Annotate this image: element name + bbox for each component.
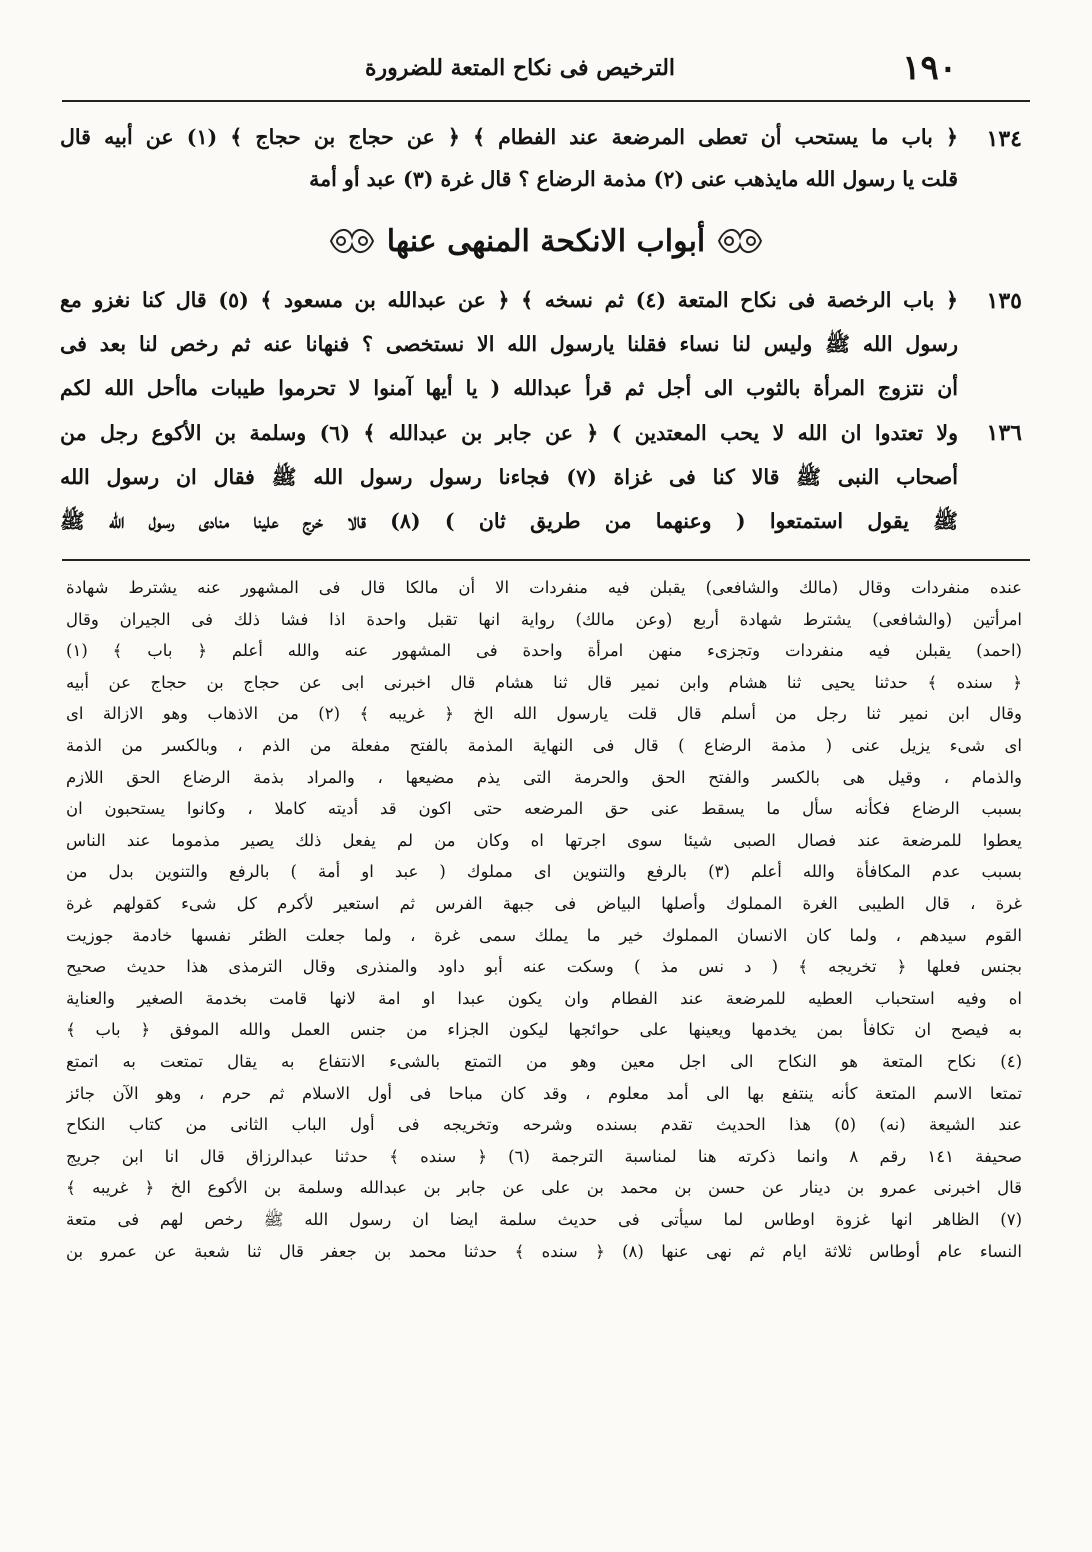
hadith-number: ١٣٦ xyxy=(986,420,1022,446)
section-rule xyxy=(62,559,1030,561)
hadith-line: ﴿ باب الرخصة فى نكاح المتعة (٤) ثم نسخه ﴾ ﴿ عن عبدالله بن مسعود ﴾ (٥) قال كنا نغزو مع xyxy=(60,288,958,312)
commentary-line: غرة ، قال الطيبى الغرة المملوك وأصلها البياض فى جبهة الفرس ثم استعير لأكرم كل شىء كقولهم غرة xyxy=(66,894,1022,913)
commentary-line: والذمام ، وقيل هى بالكسر والفتح الحق والحرمة التى يذم مضيعها ، والمراد بذمة الرضاع الحق اللازم xyxy=(66,767,1022,787)
commentary-line: النساء عام أوطاس ثلاثة ايام ثم نهى عنها (٨) ﴿ سنده ﴾ حدثنا محمد بن جعفر قال ثنا شعبة عن عمرو بن xyxy=(66,1241,1022,1261)
commentary-line: امرأتين (والشافعى) يشترط شهادة أربع (وعن مالك) رواية انها تقبل واحدة اذا فشا ذلك فى الجيران وقال xyxy=(66,609,1022,629)
hadith-line: رسول الله ﷺ وليس لنا نساء فقلنا يارسول الله الا نستخصى ؟ فنهانا عنه ثم رخص لنا بعد فى xyxy=(60,332,958,356)
hadith-number: ١٣٤ xyxy=(986,126,1022,152)
commentary-line: (٤) نكاح المتعة هو النكاح الى اجل معين وهو من التمتع بالشىء الانتفاع به يقال تمتعت به اتمتع xyxy=(66,1052,1022,1071)
hadith-line: ولا تعتدوا ان الله لا يحب المعتدين ) ﴿ عن جابر بن عبدالله ﴾ (٦) وسلمة بن الأكوع رجل من xyxy=(60,421,958,445)
page-number: ١٩٠ xyxy=(902,48,957,88)
commentary-line: قال اخبرنى عمرو بن دينار عن حسن بن محمد بن على عن جابر بن عبدالله وسلمة بن الأكوع الخ ﴿ غريبه ﴾ xyxy=(66,1178,1022,1198)
commentary-line: (احمد) يقبلن فيه منفردات وتجزىء منهن امرأة واحدة فى المشهور عنه والله أعلم ﴿ باب ﴾ (١) xyxy=(66,641,1022,661)
commentary-line: وقال ابن نمير ثنا رجل من أسلم قال قلت يارسول الله الخ ﴿ غريبه ﴾ (٢) من الاذهاب وهو الازالة اى xyxy=(66,704,1022,724)
ornament-icon xyxy=(327,223,377,259)
commentary-line: به فيصح ان تكافأ بمن يخدمها ويعينها على حوائجها ليكون الجزاء من جنس العمل والله الموفق ﴿ باب ﴾ xyxy=(66,1020,1022,1040)
header-rule xyxy=(62,100,1030,102)
hadith-line: ﴿ باب ما يستحب أن تعطى المرضعة عند الفطام ﴾ ﴿ عن حجاج بن حجاج ﴾ (١) عن أبيه قال xyxy=(60,125,958,149)
hadith-line: ﷺ يقول استمتعوا ( وعنهما من طريق ثان ) (٨) قالا خرج علينا منادى رسول الله ﷺ xyxy=(60,509,958,533)
commentary-line: صحيفة ١٤١ رقم ٨ وانما ذكرته هنا لمناسبة الترجمة (٦) ﴿ سنده ﴾ حدثنا عبدالرزاق قال انا ابن جريج xyxy=(66,1146,1022,1166)
hadith-line: أن نتزوج المرأة بالثوب الى أجل ثم قرأ عبدالله ( يا أيها آمنوا لا تحرموا طيبات ماأحل الله لكم xyxy=(60,376,958,400)
commentary-line: يعطوا للمرضعة عند فصال الصبى شيئا سوى اجرتها اه وكان من لم يفعل ذلك يصير مذموما عند الناس xyxy=(66,830,1022,850)
chapter-title: أبواب الانكحة المنهى عنها xyxy=(386,223,706,259)
commentary-line: ﴿ سنده ﴾ حدثنا يحيى ثنا هشام وابن نمير قال ثنا هشام قال اخبرنى ابى عن حجاج بن حجاج عن أبيه xyxy=(66,672,1022,692)
chapter-heading xyxy=(0,215,1092,267)
hadith-number: ١٣٥ xyxy=(986,288,1022,314)
ornament-icon xyxy=(715,223,765,259)
commentary-line: اه وفيه استحباب العطيه للمرضعة عند الفطام وان يكون عبدا او امة لانها قامت بخدمة الصغير والعناية xyxy=(66,988,1022,1008)
commentary-line: (٧) الظاهر انها غزوة اوطاس لما سيأتى فى حديث سلمة ايضا ان رسول الله ﷺ رخص لهم فى متعة xyxy=(66,1210,1022,1229)
hadith-line: أصحاب النبى ﷺ قالا كنا فى غزاة (٧) فجاءنا رسول رسول الله ﷺ فقال ان رسول الله xyxy=(60,465,958,489)
commentary-line: عند الشيعة (نه) (٥) هذا الحديث تقدم بسنده وشرحه وتخريجه فى أول الباب الثانى من كتاب النكاح xyxy=(66,1115,1022,1135)
commentary-line: القوم سيدهم ، ولما كان الانسان المملوك خير ما يملك سمى غرة ، ولما جعلت الظئر نفسها خادمة جوزيت xyxy=(66,925,1022,945)
hadith-line: قلت يا رسول الله مايذهب عنى (٢) مذمة الرضاع ؟ قال غرة (٣) عبد أو أمة xyxy=(309,167,958,191)
commentary-line: بسبب الرضاع فكأنه سأل ما يسقط عنى حق المرضعه حتى اكون قد أديته كاملا ، وكانوا يستحبون ان xyxy=(66,799,1022,819)
commentary-line: اى شىء يزيل عنى ( مذمة الرضاع ) قال فى النهاية المذمة بالفتح مفعلة من الذم ، وبالكسر من الذمة xyxy=(66,736,1022,755)
commentary-line: بسبب عدم المكافأة والله أعلم (٣) بالرفع والتنوين اى مملوك ( عبد او أمة ) بالرفع والتنوين بدل من xyxy=(66,862,1022,882)
commentary-line: تمتعا الاسم المتعة كأنه ينتفع بها الى أمد معلوم ، وقد كان مباحا فى أول الاسلام ثم حرم ، وهو الآن جائز xyxy=(66,1083,1022,1103)
commentary-line: بجنس فعلها ﴿ تخريجه ﴾ ( د نس مذ ) وسكت عنه أبو داود والمنذرى وقال الترمذى هذا حديث صحيح xyxy=(66,957,1022,977)
page-header xyxy=(60,48,1032,88)
running-title: الترخيص فى نكاح المتعة للضرورة xyxy=(365,55,676,81)
commentary-line: عنده منفردات وقال (مالك والشافعى) يقبلن فيه منفردات الا أن مالكا قال فى المشهور عنه يشترط شهادة xyxy=(66,578,1022,597)
